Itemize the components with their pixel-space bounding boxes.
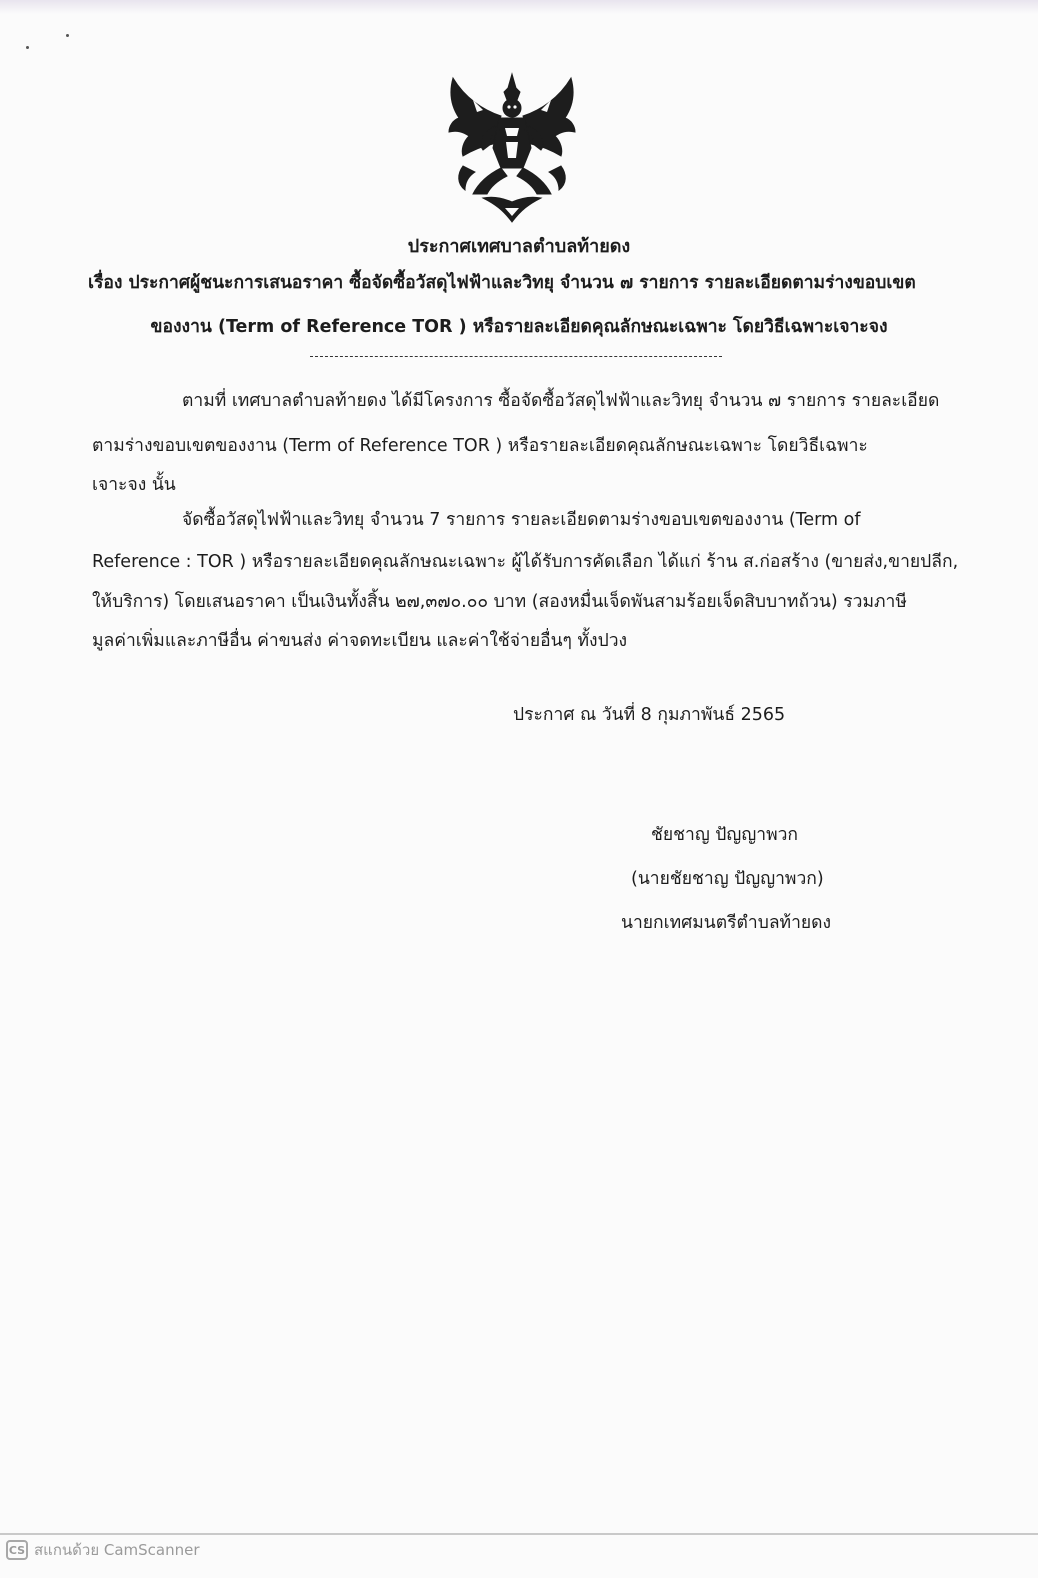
- subject-line-2: ของงาน (Term of Reference TOR ) หรือรายละเอียดคุณลักษณะเฉพาะ โดยวิธีเฉพาะเจาะจง: [150, 317, 888, 337]
- paragraph-1-line-1: ตามที่ เทศบาลตำบลท้ายดง ได้มีโครงการ ซื้อจัดซื้อวัสดุไฟฟ้าและวิทยุ จำนวน ๗ รายการ รายละเอียด: [182, 391, 940, 411]
- paragraph-1-line-3: เจาะจง นั้น: [92, 475, 176, 495]
- signature-name: ชัยชาญ ปัญญาพวก: [651, 825, 799, 845]
- camscanner-label: สแกนด้วย CamScanner: [34, 1541, 200, 1559]
- paragraph-2-line-1: จัดซื้อวัสดุไฟฟ้าและวิทยุ จำนวน 7 รายการ รายละเอียดตามร่างขอบเขตของงาน (Term of: [182, 510, 861, 530]
- camscanner-watermark: [6, 1538, 200, 1562]
- scan-bottom-edge: [0, 1533, 1038, 1535]
- paragraph-2-line-4: มูลค่าเพิ่มและภาษีอื่น ค่าขนส่ง ค่าจดทะเบียน และค่าใช้จ่ายอื่นๆ ทั้งปวง: [92, 631, 628, 651]
- announcement-date: ประกาศ ณ วันที่ 8 กุมภาพันธ์ 2565: [513, 705, 786, 725]
- paragraph-2-line-2: Reference : TOR ) หรือรายละเอียดคุณลักษณะเฉพาะ ผู้ได้รับการคัดเลือก ได้แก่ ร้าน ส.ก่อสร้าง (ขายส่ง,ขายปลีก,: [92, 552, 959, 572]
- signatory-full-name: (นายชัยชาญ ปัญญาพวก): [631, 869, 824, 889]
- paragraph-2-line-3: ให้บริการ) โดยเสนอราคา เป็นเงินทั้งสิ้น ๒๗,๓๗๐.๐๐ บาท (สองหมื่นเจ็ดพันสามร้อยเจ็ดสิบบาทถ้วน) รวมภาษี: [92, 592, 907, 612]
- camscanner-logo-icon: CS: [6, 1540, 28, 1560]
- scan-speck: [26, 46, 29, 49]
- section-divider: [310, 356, 722, 357]
- paragraph-1-line-2: ตามร่างขอบเขตของงาน (Term of Reference TOR ) หรือรายละเอียดคุณลักษณะเฉพาะ โดยวิธีเฉพาะ: [92, 436, 868, 456]
- signatory-position: นายกเทศมนตรีตำบลท้ายดง: [621, 913, 832, 933]
- scan-edge-shade: [0, 0, 1038, 14]
- subject-line-1: เรื่อง ประกาศผู้ชนะการเสนอราคา ซื้อจัดซื้อวัสดุไฟฟ้าและวิทยุ จำนวน ๗ รายการ รายละเอียดตามร่างขอบเขต: [88, 273, 916, 293]
- announcement-header: ประกาศเทศบาลตำบลท้ายดง: [407, 236, 631, 257]
- garuda-emblem-icon: [443, 70, 581, 226]
- scan-speck: [66, 34, 69, 37]
